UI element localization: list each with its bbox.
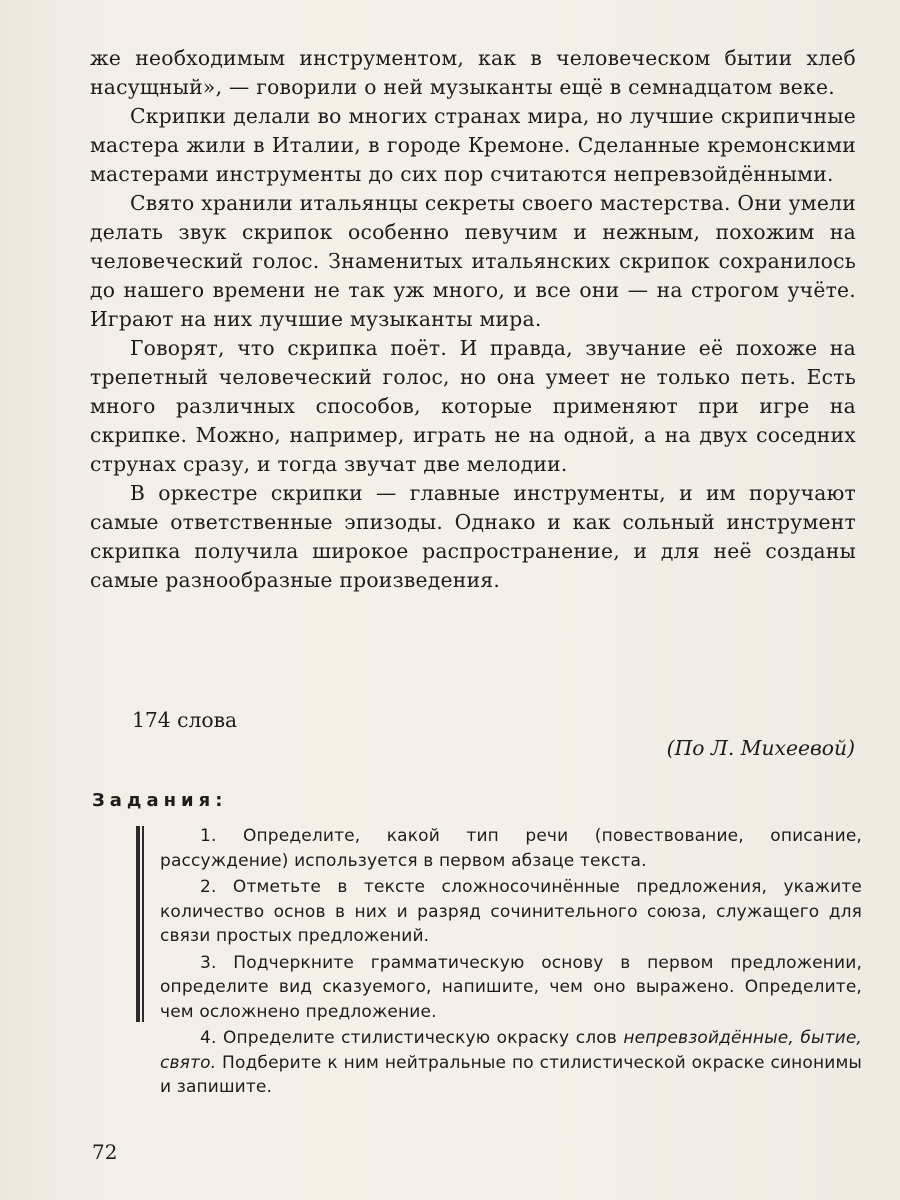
tasks-list xyxy=(160,824,862,1102)
task-4-text-end: Подберите к ним нейтральные по стилистической окраске синонимы и запишите. xyxy=(160,1052,862,1097)
word-count: 174 слова xyxy=(132,708,238,732)
main-text xyxy=(90,44,856,595)
paragraph-5: В оркестре скрипки — главные инструменты, и им поручают самые ответственные эпизоды. Однако и как сольный инструмент скрипка получила широкое распространение, и для неё созданы самые разнообразные произведения. xyxy=(90,481,856,592)
task-1: 1. Определите, какой тип речи (повествование, описание, рассуждение) используется в первом абзаце текста. xyxy=(160,826,862,871)
page-number: 72 xyxy=(92,1140,118,1164)
paragraph-2: Скрипки делали во многих странах мира, но лучшие скрипичные мастера жили в Италии, в городе Кремоне. Сделанные кремонскими мастерами инструменты до сих пор считаются непревзойдёнными. xyxy=(90,104,856,186)
task-4 xyxy=(160,1026,862,1100)
task-4-text: 4. Определите стилистическую окраску слов xyxy=(200,1028,624,1048)
task-2: 2. Отметьте в тексте сложносочинённые предложения, укажите количество основ в них и разряд сочинительного союза, служащего для связи простых предложений. xyxy=(160,877,862,946)
paragraph-4: Говорят, что скрипка поёт. И правда, звучание её похоже на трепетный человеческий голос, но она умеет не только петь. Есть много различных способов, которые применяют при игре на скрипке. Можно, например, играть не на одной, а на двух соседних струнах сразу, и тогда звучат две мелодии. xyxy=(90,336,856,476)
paragraph-3: Свято хранили итальянцы секреты своего мастерства. Они умели делать звук скрипок особенно певучим и нежным, похожим на человеческий голос. Знаменитых итальянских скрипок сохранилось до нашего времени не так уж много, и все они — на строгом учёте. Играют на них лучшие музыканты мира. xyxy=(90,191,856,331)
paragraph-1: же необходимым инструментом, как в человеческом бытии хлеб насущный», — говорили о ней музыканты ещё в семнадцатом веке. xyxy=(90,46,856,99)
task-3: 3. Подчеркните грамматическую основу в первом предложении, определите вид сказуемого, напишите, чем оно выражено. Определите, чем осложнено предложение. xyxy=(160,952,862,1022)
task-4-words: непревзойдённые, бытие, свято. xyxy=(160,1028,862,1073)
tasks-header: Задания: xyxy=(92,790,228,811)
tasks-side-bar xyxy=(136,826,144,1022)
attribution: (По Л. Михеевой) xyxy=(666,736,855,760)
